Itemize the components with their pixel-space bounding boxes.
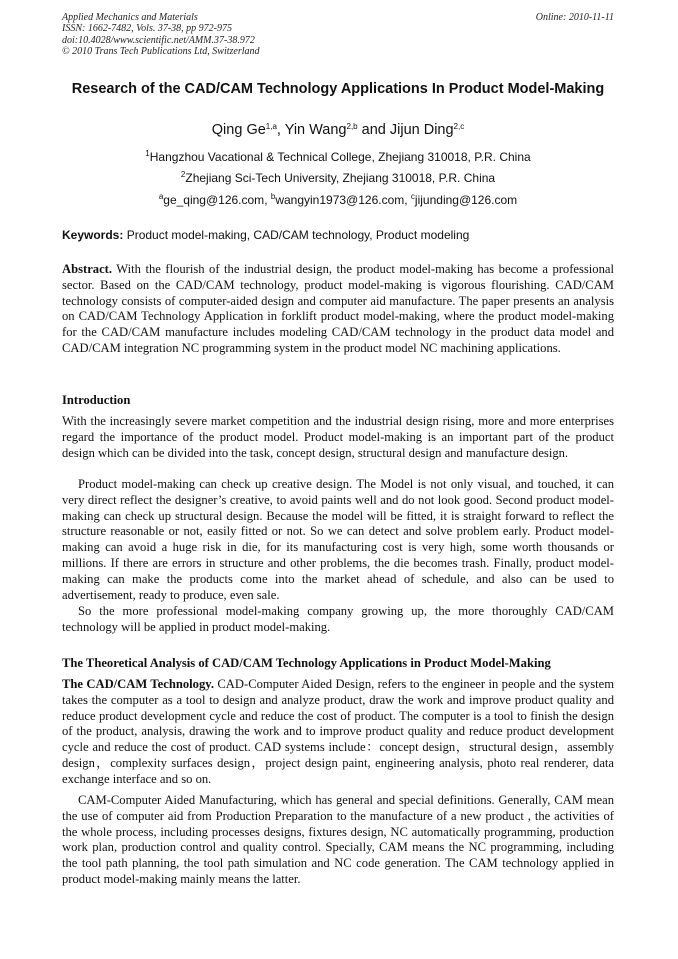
email-line: $^a$ge_qing@126.com, $^b$wangyin1973@126.com, $^c$jijunding@126.com — [158, 192, 518, 207]
email-link[interactable]: jijunding@126.com — [414, 193, 518, 207]
author-name: Qing Ge — [211, 122, 266, 138]
author-sup: 2,b — [346, 122, 358, 131]
author-list: Qing Ge$^{1,a}$, Yin Wang$^{2,b}$ and Jijun Ding$^{2,c}$ — [211, 122, 465, 138]
subsection-label: The CAD/CAM Technology. — [62, 677, 214, 691]
keywords-text: Product model-making, CAD/CAM technology, Product modeling — [126, 228, 470, 242]
abstract — [62, 262, 614, 357]
affiliation-2: $^2$Zhejiang Sci-Tech University, Zhejiang 310018, P.R. China — [180, 170, 496, 185]
affiliation-1: $^1$Hangzhou Vacational & Technical College, Zhejiang 310018, P.R. China — [145, 149, 531, 164]
abstract-label: Abstract. — [62, 262, 113, 276]
keywords — [62, 228, 614, 242]
running-header — [62, 12, 614, 58]
intro-paragraph-2: Product model-making can check up creative design. The Model is not only visual, and touched, it can very direct reflect the designer’s creative, to avoid paints well and do not look good. Second product model-making can check up structural design. Because the model will be fitted, it is straight forward to reflect the structure reasonable or not, easily fitted or not. So we can detect and solve problem early. Product model-making can avoid a huge risk in die, for its manufacturing cost is very high, some worth thousands or millions. If there are errors in structure and other problems, the die becomes trash. Finally, product model-making can make the products come into the market ahead of schedule, and also can be used to advertisement, ready to produce, even sale. — [62, 477, 614, 602]
section-heading-theory: The Theoretical Analysis of CAD/CAM Technology Applications in Product Model-Making — [62, 656, 551, 670]
email-link[interactable]: ge_qing@126.com — [163, 193, 265, 207]
issn-line: ISSN: 1662-7482, Vols. 37-38, pp 972-975 — [62, 23, 232, 35]
author-name: Yin Wang — [284, 122, 347, 138]
intro-paragraph-1: With the increasingly severe market competition and the industrial design rising, more and more enterprises regard the importance of the product model. Product model-making is an important part of the product design which can be divided into the task, concept design, structural design and manufacture design. — [62, 414, 614, 460]
author-sup: 1,a — [265, 122, 277, 131]
theory-paragraph-1-text: CAD-Computer Aided Design, refers to the engineer in people and the system takes the computer as a tool to design and analyze product, draw the work and improve product quality and reduce product development cycle and reduce the cost of product. The computer is a tool to finish the design of the product, analysis, drawing the work and to improve product quality and reduce product development cycle and reduce the cost of product. CAD systems include：concept design，structural design，assembly design，complexity surfaces design，project design paint, engineering analysis, photo real renderer, data exchange interface and so on. — [62, 677, 614, 786]
abstract-text: With the flourish of the industrial design, the product model-making has become a professional sector. Based on the CAD/CAM technology, product model-making is vigorous flourishing. CAD/CAM technology consists of computer-aided design and computer aid manufacture. The paper presents an analysis on CAD/CAM Technology Application in forklift product model-making, where the product model-making for the CAD/CAM manufacture includes modeling CAD/CAM technology in the product data model and CAD/CAM integration NC programming system in the product model NC machining applications. — [62, 262, 614, 355]
paper-title: Research of the CAD/CAM Technology Applications In Product Model-Making — [71, 81, 605, 97]
author-name: Jijun Ding — [389, 122, 454, 138]
author-sup: 2,c — [453, 122, 465, 131]
doi-line: doi:10.4028/www.scientific.net/AMM.37-38.972 — [62, 34, 255, 46]
journal-name: Applied Mechanics and Materials — [62, 12, 198, 23]
intro-paragraph-3: So the more professional model-making company growing up, the more thoroughly CAD/CAM technology will be applied in product model-making. — [62, 604, 614, 634]
copyright-line: © 2010 Trans Tech Publications Ltd, Switzerland — [62, 46, 260, 58]
keywords-label: Keywords: — [62, 228, 124, 242]
theory-paragraph-1 — [62, 677, 614, 788]
email-link[interactable]: wangyin1973@126.com — [275, 193, 405, 207]
section-heading-introduction: Introduction — [62, 393, 131, 407]
online-date: Online: 2010-11-11 — [535, 12, 614, 23]
theory-paragraph-2: CAM-Computer Aided Manufacturing, which has general and special definitions. Generally, CAM mean the use of computer aid from Production Preparation to the manufacture of a new product , the activities of the whole process, including processes designs, fixtures design, NC automatically programming, production work plan, production control and quality control. Specially, CAM means the NC programming, including the tool path planning, the tool path simulation and NC code generation. The CAM technology applied in product model-making mainly means the latter. — [62, 793, 614, 886]
